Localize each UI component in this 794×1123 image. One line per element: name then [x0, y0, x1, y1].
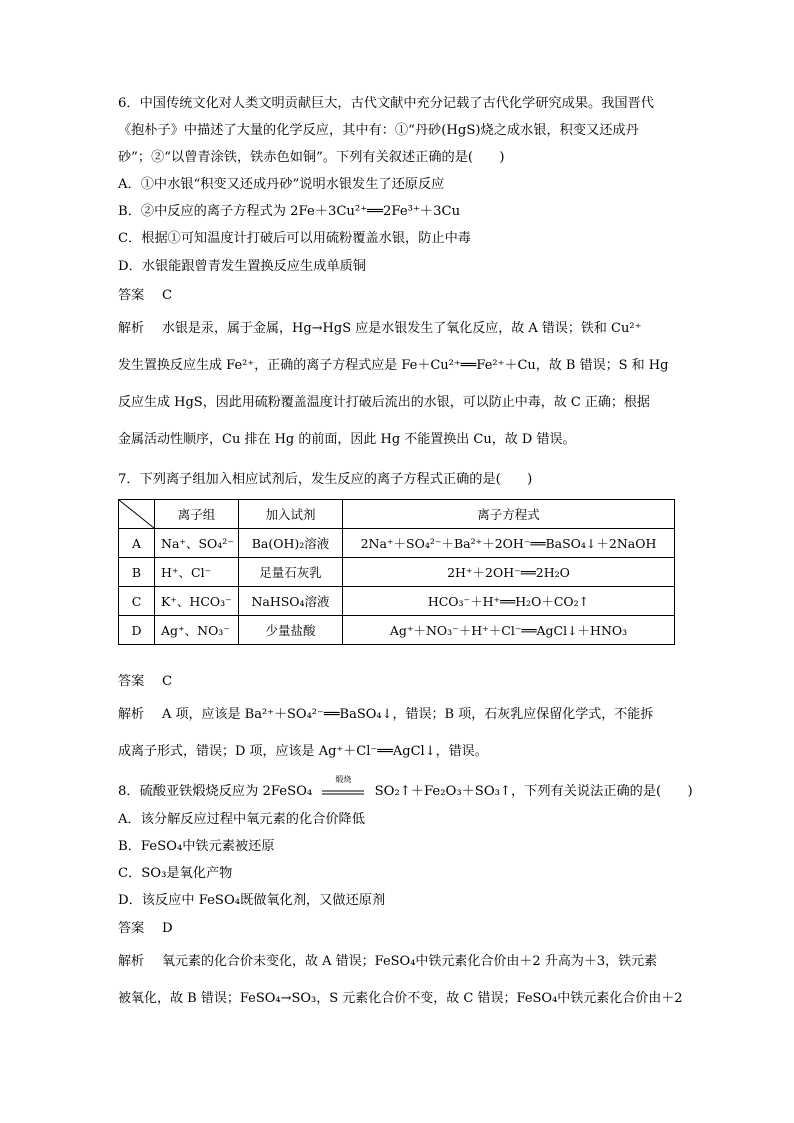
equation-cell: 2Na⁺＋SO₄²⁻＋Ba²⁺＋2OH⁻══BaSO₄↓＋2NaOH — [343, 529, 675, 558]
analysis-text: 氧元素的化合价未变化，故 A 错误；FeSO₄中铁元素化合价由＋2 升高为＋3，铁元素 — [162, 954, 658, 969]
ion-group-cell: Na⁺、SO₄²⁻ — [155, 529, 239, 558]
q8-answer — [118, 919, 173, 939]
q6-stem-line-3: 砂”；②“以曾青涂铁，铁赤色如铜”。下列有关叙述正确的是( ) — [118, 150, 505, 165]
reagent-cell: 足量石灰乳 — [239, 558, 343, 587]
q6-option-b: B．②中反应的离子方程式为 2Fe＋3Cu²⁺══2Fe³⁺＋3Cu — [118, 204, 461, 219]
table-header: 离子组 — [155, 500, 239, 529]
q8-option-c: C．SO₃是氧化产物 — [118, 866, 233, 881]
answer-label: 答案 — [118, 674, 145, 689]
answer-value: C — [162, 674, 173, 689]
analysis-text: 水银是汞，属于金属，Hg→HgS 应是水银发生了氧化反应，故 A 错误；铁和 Cu²⁺ — [162, 321, 642, 336]
q7-answer — [118, 672, 172, 692]
ion-group-cell: K⁺、HCO₃⁻ — [155, 587, 239, 616]
q8-option-d: D．该反应中 FeSO₄既做氧化剂，又做还原剂 — [118, 893, 386, 908]
equal-sign-icon — [320, 782, 366, 802]
q8-option-b: B．FeSO₄中铁元素被还原 — [118, 839, 275, 854]
q6-option-c: C．根据①可知温度计打破后可以用硫粉覆盖水银，防止中毒 — [118, 231, 471, 246]
q7-table — [118, 499, 675, 645]
answer-value: D — [162, 921, 173, 936]
table-row — [119, 616, 675, 645]
q6-option-a: A．①中水银“积变又还成丹砂”说明水银发生了还原反应 — [118, 177, 445, 192]
q7-stem: 7．下列离子组加入相应试剂后，发生反应的离子方程式正确的是( ) — [118, 472, 533, 487]
q6-answer — [118, 286, 172, 306]
equation-cell: 2H⁺＋2OH⁻══2H₂O — [343, 558, 675, 587]
row-label: A — [119, 529, 155, 558]
reagent-cell: Ba(OH)₂溶液 — [239, 529, 343, 558]
equation-cell: Ag⁺＋NO₃⁻＋H⁺＋Cl⁻══AgCl↓＋HNO₃ — [343, 616, 675, 645]
ion-group-cell: H⁺、Cl⁻ — [155, 558, 239, 587]
q8-analysis-line-2: 被氧化，故 B 错误；FeSO₄→SO₃，S 元素化合价不变，故 C 错误；FeSO₄中铁元素化合价由＋2 — [118, 991, 683, 1006]
answer-label: 答案 — [118, 288, 145, 303]
answer-label: 答案 — [118, 921, 145, 936]
q7-analysis-line-1 — [118, 705, 653, 725]
reagent-cell: NaHSO₄溶液 — [239, 587, 343, 616]
table-header-row — [119, 500, 675, 529]
diagonal-cell — [119, 500, 155, 529]
table-row — [119, 529, 675, 558]
q6-option-d: D．水银能跟曾青发生置换反应生成单质铜 — [118, 259, 366, 274]
analysis-label: 解析 — [118, 707, 145, 722]
q6-stem-line-2: 《抱朴子》中描述了大量的化学反应，其中有：①“丹砂(HgS)烧之成水银，积变又还成丹 — [118, 123, 639, 138]
q6-analysis-line-2: 发生置换反应生成 Fe²⁺，正确的离子方程式应是 Fe＋Cu²⁺══Fe²⁺＋Cu，故 B 错误；S 和 Hg — [118, 358, 669, 373]
q8-stem — [118, 775, 693, 802]
q8-option-a: A．该分解反应过程中氧元素的化合价降低 — [118, 812, 365, 827]
analysis-label: 解析 — [118, 954, 145, 969]
equation-cell: HCO₃⁻＋H⁺══H₂O＋CO₂↑ — [343, 587, 675, 616]
table-row — [119, 558, 675, 587]
row-label: B — [119, 558, 155, 587]
diagonal-line-icon — [119, 500, 154, 528]
q8-analysis-line-1 — [118, 952, 657, 972]
table-header: 加入试剂 — [239, 500, 343, 529]
q6-stem-line-1: 6．中国传统文化对人类文明贡献巨大，古代文献中充分记载了古代化学研究成果。我国晋代 — [118, 96, 654, 111]
q8-stem-before: 8．硫酸亚铁煅烧反应为 2FeSO₄ — [118, 784, 313, 799]
table-header: 离子方程式 — [343, 500, 675, 529]
reagent-cell: 少量盐酸 — [239, 616, 343, 645]
q6-analysis-line-3: 反应生成 HgS，因此用硫粉覆盖温度计打破后流出的水银，可以防止中毒，故 C 正确；根据 — [118, 395, 650, 410]
q6-analysis-line-1 — [118, 319, 641, 339]
answer-value: C — [162, 288, 173, 303]
reaction-arrow — [320, 775, 366, 802]
reaction-condition: 煅烧 — [335, 775, 352, 784]
analysis-label: 解析 — [118, 321, 145, 336]
row-label: D — [119, 616, 155, 645]
analysis-text: A 项，应该是 Ba²⁺＋SO₄²⁻══BaSO₄↓，错误；B 项，石灰乳应保留化学式，不能拆 — [162, 707, 654, 722]
q7-analysis-line-2: 成离子形式，错误；D 项，应该是 Ag⁺＋Cl⁻══AgCl↓，错误。 — [118, 744, 488, 759]
row-label: C — [119, 587, 155, 616]
q6-analysis-line-4: 金属活动性顺序，Cu 排在 Hg 的前面，因此 Hg 不能置换出 Cu，故 D 错误。 — [118, 432, 576, 447]
ion-group-cell: Ag⁺、NO₃⁻ — [155, 616, 239, 645]
q8-stem-after: SO₂↑＋Fe₂O₃＋SO₃↑，下列有关说法正确的是( ) — [374, 784, 693, 799]
table-row — [119, 587, 675, 616]
